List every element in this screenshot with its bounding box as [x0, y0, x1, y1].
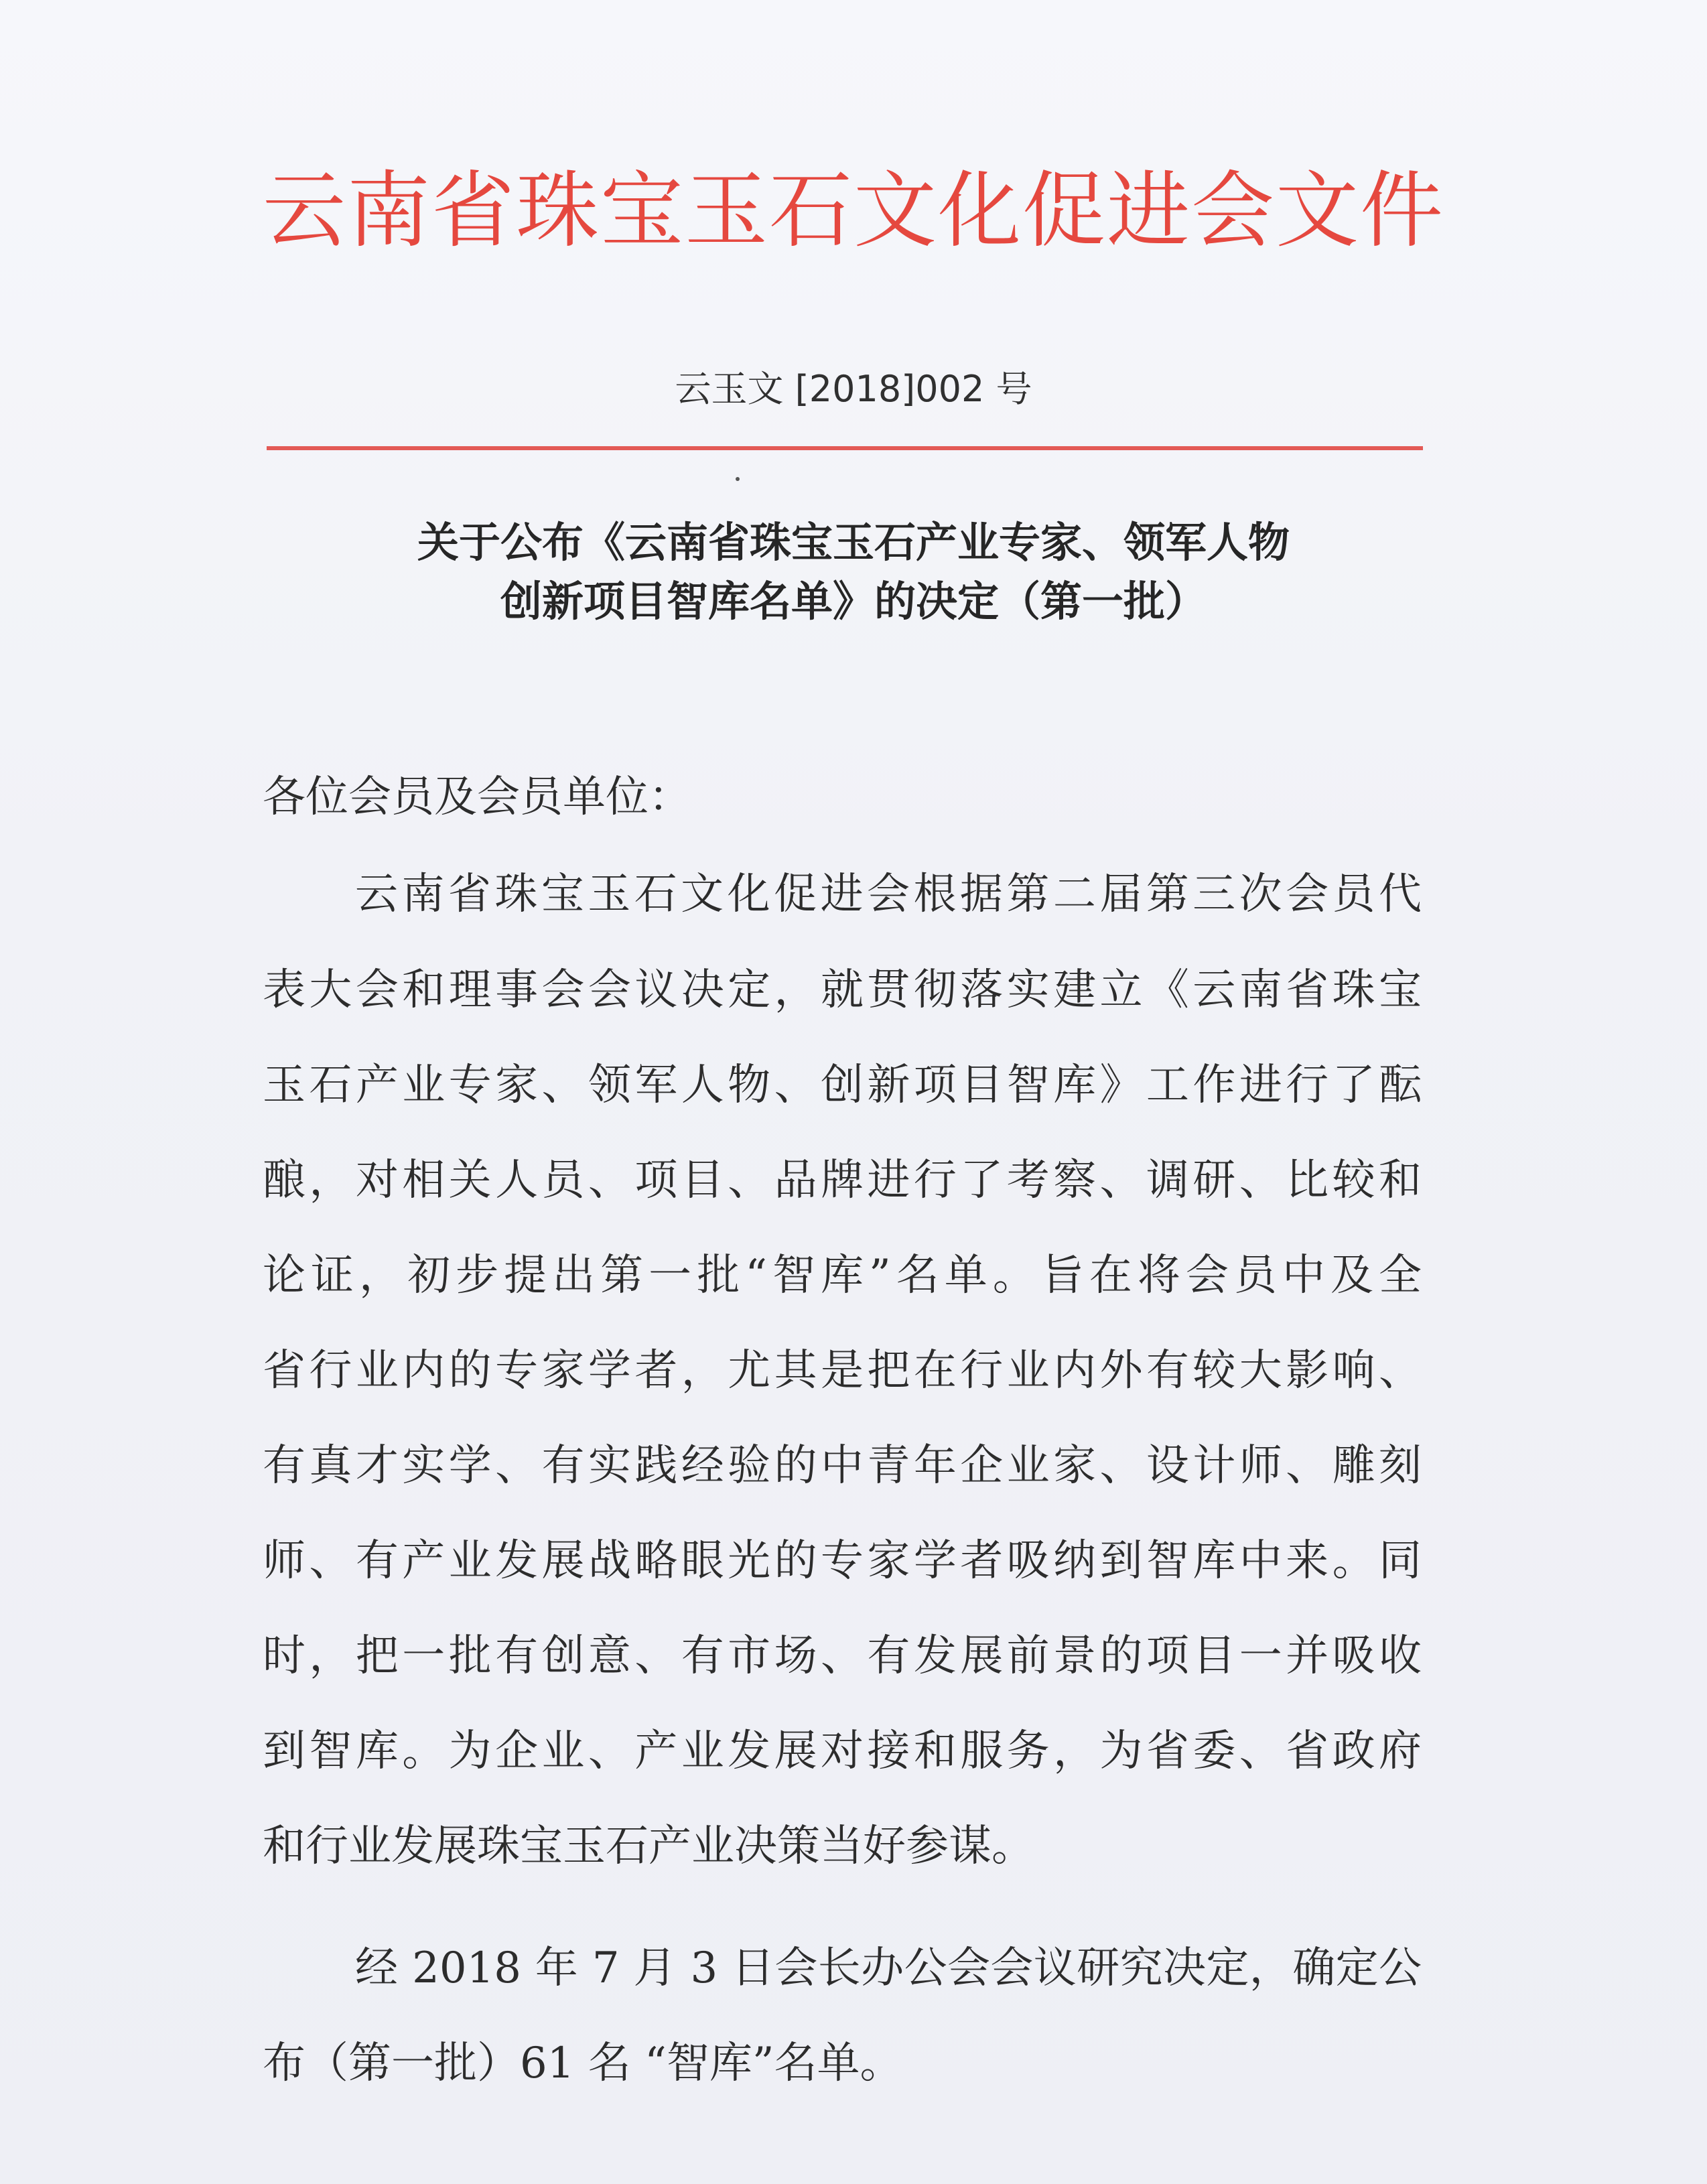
- document-title-line-1: 关于公布《云南省珠宝玉石产业专家、领军人物: [417, 518, 1290, 567]
- paragraph-1-line: 云南省珠宝玉石文化促进会根据第二届第三次会员代: [355, 870, 1422, 919]
- paragraph-2-line: 布（第一批）61 名 “智库”名单。: [263, 2039, 903, 2088]
- org-document-header: 云南省珠宝玉石文化促进会文件: [262, 163, 1444, 259]
- paragraph-1-line: 论证，初步提出第一批“智库”名单。旨在将会员中及全: [263, 1251, 1422, 1300]
- paragraph-1-line: 到智库。为企业、产业发展对接和服务，为省委、省政府: [263, 1726, 1422, 1776]
- scan-speck: [736, 477, 740, 481]
- document-number: 云玉文 [2018]002 号: [675, 368, 1032, 410]
- paragraph-1-line: 玉石产业专家、领军人物、创新项目智库》工作进行了酝: [263, 1061, 1422, 1110]
- paragraph-1-line: 酿，对相关人员、项目、品牌进行了考察、调研、比较和: [263, 1156, 1422, 1205]
- paragraph-1-line: 省行业内的专家学者，尤其是把在行业内外有较大影响、: [263, 1346, 1422, 1395]
- paragraph-2-line: 经 2018 年 7 月 3 日会长办公会会议研究决定，确定公: [355, 1943, 1422, 1993]
- paragraph-1-line: 时，把一批有创意、有市场、有发展前景的项目一并吸收: [263, 1631, 1422, 1681]
- red-divider-line: [267, 446, 1423, 450]
- paragraph-1-line: 表大会和理事会会议决定，就贯彻落实建立《云南省珠宝: [263, 965, 1422, 1015]
- paragraph-1-line: 和行业发展珠宝玉石产业决策当好参谋。: [263, 1822, 1034, 1871]
- document-title-line-2: 创新项目智库名单》的决定（第一批）: [500, 577, 1207, 626]
- paragraph-1-line: 有真才实学、有实践经验的中青年企业家、设计师、雕刻: [263, 1441, 1422, 1491]
- paragraph-1-line: 师、有产业发展战略眼光的专家学者吸纳到智库中来。同: [263, 1536, 1422, 1586]
- salutation: 各位会员及会员单位：: [263, 772, 691, 822]
